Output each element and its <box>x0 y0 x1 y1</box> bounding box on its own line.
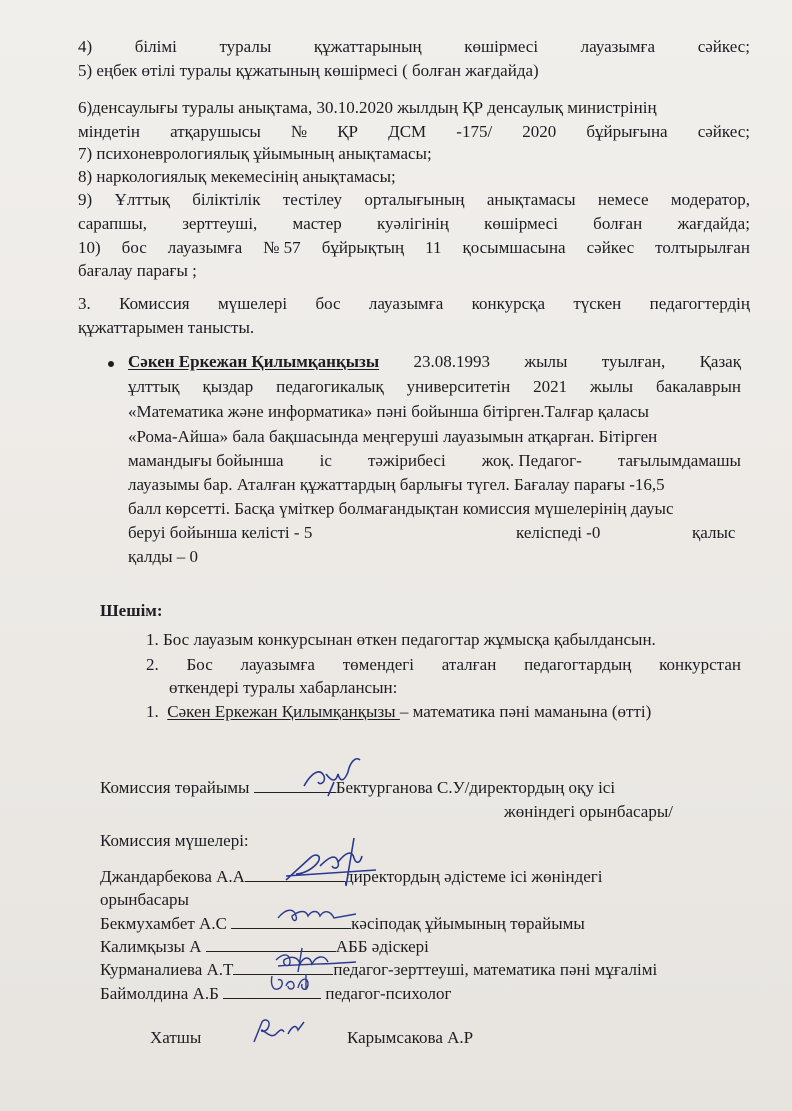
item-4-line: 4) білімі туралы құжаттарының көшірмесі лауазымға сәйкес; <box>78 37 750 56</box>
item-10-line-1: 10) бос лауазымға № 57 бұйрықтың 11 қосымшасына сәйкес толтырылған <box>78 238 750 257</box>
bullet-icon <box>108 361 114 367</box>
candidate-line-4: «Рома-Айша» бала бақшасында меңгеруші лауазымын атқарған. Бітірген <box>128 427 658 446</box>
chair-line: Комиссия төрайымы Бектурганова С.У/директордың оқу ісі <box>100 778 616 797</box>
item-7-line: 7) психоневрологиялық ұйымының анықтамасы; <box>78 144 432 163</box>
candidate-name: Сәкен Еркежан Қилымқанқызы <box>128 352 380 371</box>
candidate-line-6: лауазымы бар. Аталған құжаттардың барлығы түгел. Бағалау парағы -16,5 <box>128 475 665 494</box>
decision-item-2-line-1: 2. Бос лауазымға төмендегі аталған педагогтардың конкурстан <box>146 655 741 674</box>
vote-abstain: қалды – 0 <box>128 547 199 566</box>
item-5-line: 5) еңбек өтілі туралы құжатының көшірмесі ( болған жағдайда) <box>78 61 539 80</box>
vote-against: келіспеді -0 <box>516 523 601 542</box>
section-3-line-2: құжаттарымен танысты. <box>78 318 255 337</box>
item-6-line-1: 6)денсаулығы туралы анықтама, 30.10.2020 жылдың ҚР денсаулық министрінің <box>78 98 657 117</box>
member-5: Баймолдина А.Б педагог-психолог <box>100 984 452 1003</box>
secretary-signature <box>244 1012 314 1048</box>
candidate-line-5: мамандығы бойынша іс тәжірибесі жоқ. Педагог- тағылымдамашы <box>128 451 741 470</box>
item-9-line-1: 9) Ұлттық біліктілік тестілеу орталығының анықтамасы немесе модератор, <box>78 190 750 209</box>
chair-role: жөніндегі орынбасары/ <box>504 802 673 821</box>
member-1-signature <box>276 830 384 890</box>
candidate-line-1: Сәкен Еркежан Қилымқанқызы 23.08.1993 жылы туылған, Қазақ <box>128 352 741 371</box>
candidate-line-3: «Математика және информатика» пәні бойынша бітірген.Талғар қаласы <box>128 402 649 421</box>
member-2-signature <box>272 900 362 928</box>
decision-item-3: 1. Сәкен Еркежан Қилымқанқызы – математика пәні маманына (өтті) <box>146 702 652 721</box>
item-10-line-2: бағалау парағы ; <box>78 261 197 280</box>
decision-item-2-line-2: өткендері туралы хабарлансын: <box>169 678 398 697</box>
item-6-line-2: міндетін атқарушысы № ҚР ДСМ -175/ 2020 бұйрығына сәйкес; <box>78 122 750 141</box>
member-3: Калимқызы А АББ әдіскері <box>100 937 429 956</box>
member-2: Бекмухамбет А.С кәсіподақ ұйымының төрайымы <box>100 914 585 933</box>
chair-signature <box>298 752 370 800</box>
candidate-line-2: ұлттық қыздар педагогикалық университетін 2021 жылы бакалаврын <box>128 377 741 396</box>
decision-candidate-name: Сәкен Еркежан Қилымқанқызы <box>167 702 400 721</box>
secretary-label: Хатшы <box>150 1028 202 1047</box>
decision-heading: Шешім: <box>100 601 163 620</box>
members-label: Комиссия мүшелері: <box>100 831 249 850</box>
decision-item-1: 1. Бос лауазым конкурсынан өткен педагогтар жұмысқа қабылдансын. <box>146 630 656 649</box>
candidate-line-7: балл көрсетті. Басқа үміткер болмағандықтан комиссия мүшелерінің дауыс <box>128 499 674 518</box>
member-5-signature <box>262 968 332 998</box>
member-1: Джандарбекова А.А директордың әдістеме ісі жөніндегі <box>100 867 603 886</box>
member-4: Курманалиева А.Т педагог-зерттеуші, математика пәні мұғалімі <box>100 960 658 979</box>
item-9-line-2: сарапшы, зерттеуші, мастер куәлігінің көшірмесі болған жағдайда; <box>78 214 750 233</box>
item-8-line: 8) наркологиялық мекемесінің анықтамасы; <box>78 167 396 186</box>
secretary-name: Карымсакова А.Р <box>347 1028 474 1047</box>
member-1-role: орынбасары <box>100 890 189 909</box>
section-3-line-1: 3. Комиссия мүшелері бос лауазымға конкурсқа түскен педагогтердің <box>78 294 750 313</box>
vote-abstain-label: қалыс <box>692 523 736 542</box>
vote-for: беруі бойынша келісті - 5 <box>128 523 313 542</box>
